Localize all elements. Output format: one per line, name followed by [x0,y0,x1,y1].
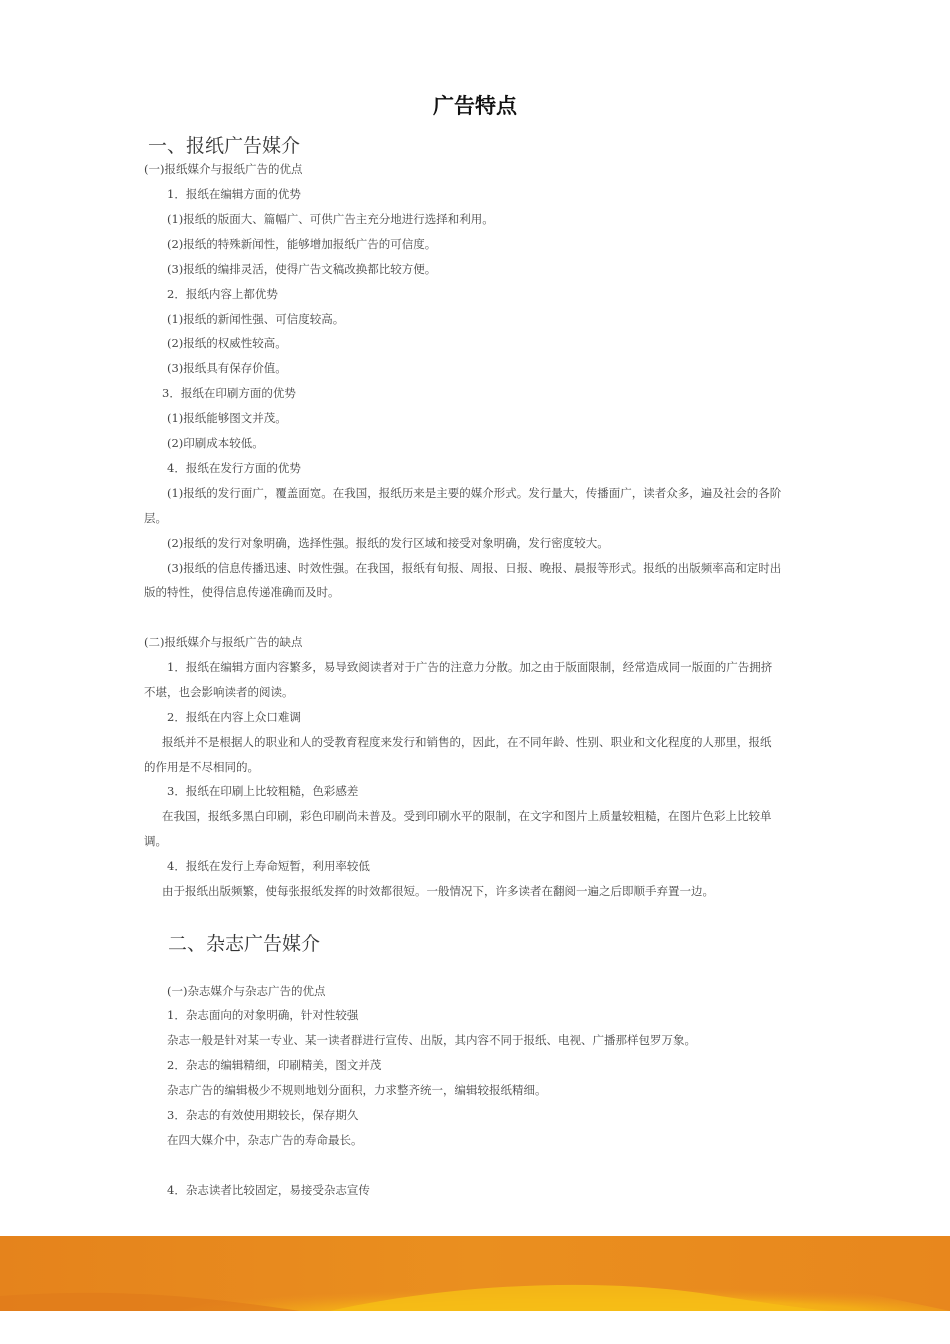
paragraph-line: 1．报纸在编辑方面的优势 [167,187,301,201]
subheading-newspaper-advantages: (一)报纸媒介与报纸广告的优点 [144,162,303,176]
paragraph-line: (1)报纸的发行面广，覆盖面宽。在我国，报纸历来是主要的媒介形式。发行量大，传播面广，读者众多，遍及社会的各阶 [167,486,782,500]
paragraph-line: (2)报纸的特殊新闻性，能够增加报纸广告的可信度。 [167,237,437,251]
paragraph-line: 层。 [144,511,167,525]
paragraph-line: 2．报纸在内容上众口难调 [167,710,301,724]
paragraph-line: (2)报纸的权威性较高。 [167,336,287,350]
paragraph-line: (1)报纸能够图文并茂。 [167,411,287,425]
paragraph-line: 杂志一般是针对某一专业、某一读者群进行宣传、出版，其内容不同于报纸、电视、广播那样包罗万象。 [167,1033,696,1047]
subheading-magazine-advantages: (一)杂志媒介与杂志广告的优点 [167,984,326,998]
paragraph-line: (3)报纸的信息传播迅速、时效性强。在我国，报纸有旬报、周报、日报、晚报、晨报等形式。报纸的出版频率高和定时出 [167,561,782,575]
paragraph-line: 3．报纸在印刷上比较粗糙，色彩感差 [167,784,359,798]
footer-wave-graphic [0,1236,950,1311]
subheading-newspaper-disadvantages: (二)报纸媒介与报纸广告的缺点 [144,635,303,649]
paragraph-line: 在四大媒介中，杂志广告的寿命最长。 [167,1133,363,1147]
footer-decoration-band [0,1236,950,1311]
page-title: 广告特点 [433,94,517,118]
paragraph-line: 杂志广告的编辑极少不规则地划分面积，力求整齐统一，编辑较报纸精细。 [167,1083,547,1097]
paragraph-line: 1．杂志面向的对象明确，针对性较强 [167,1008,359,1022]
paragraph-line: 由于报纸出版频繁，使每张报纸发挥的时效都很短。一般情况下，许多读者在翻阅一遍之后即顺手弃置一边。 [162,884,714,898]
paragraph-line: 4．报纸在发行方面的优势 [167,461,301,475]
paragraph-line: 3．杂志的有效使用期较长，保存期久 [167,1108,359,1122]
paragraph-line: 报纸并不是根据人的职业和人的受教育程度来发行和销售的，因此，在不同年龄、性别、职业和文化程度的人那里，报纸 [162,735,772,749]
paragraph-line: 1．报纸在编辑方面内容繁多，易导致阅读者对于广告的注意力分散。加之由于版面限制，经常造成同一版面的广告拥挤 [167,660,773,674]
paragraph-line: 4．报纸在发行上寿命短暂，利用率较低 [167,859,370,873]
paragraph-line: (2)报纸的发行对象明确，选择性强。报纸的发行区域和接受对象明确，发行密度较大。 [167,536,609,550]
paragraph-line: 不堪，也会影响读者的阅读。 [144,685,294,699]
paragraph-line: (1)报纸的版面大、篇幅广、可供广告主充分地进行选择和利用。 [167,212,494,226]
paragraph-line: 2．报纸内容上都优势 [167,287,278,301]
paragraph-line: 3．报纸在印刷方面的优势 [162,386,296,400]
paragraph-line: 调。 [144,834,167,848]
paragraph-line: (1)报纸的新闻性强、可信度较高。 [167,312,345,326]
section-heading-newspaper: 一、报纸广告媒介 [148,135,301,157]
paragraph-line: 2．杂志的编辑精细，印刷精美，图文并茂 [167,1058,382,1072]
paragraph-line: (3)报纸具有保存价值。 [167,361,287,375]
paragraph-line: (3)报纸的编排灵活，使得广告文稿改换都比较方便。 [167,262,437,276]
paragraph-line: 的作用是不尽相同的。 [144,760,259,774]
section-heading-magazine: 二、杂志广告媒介 [168,933,321,955]
paragraph-line: 4．杂志读者比较固定，易接受杂志宣传 [167,1183,370,1197]
paragraph-line: 版的特性，使得信息传递准确而及时。 [144,585,340,599]
paragraph-line: 在我国，报纸多黑白印刷，彩色印刷尚未普及。受到印刷水平的限制，在文字和图片上质量较粗糙，在图片色彩上比较单 [162,809,772,823]
paragraph-line: (2)印刷成本较低。 [167,436,264,450]
